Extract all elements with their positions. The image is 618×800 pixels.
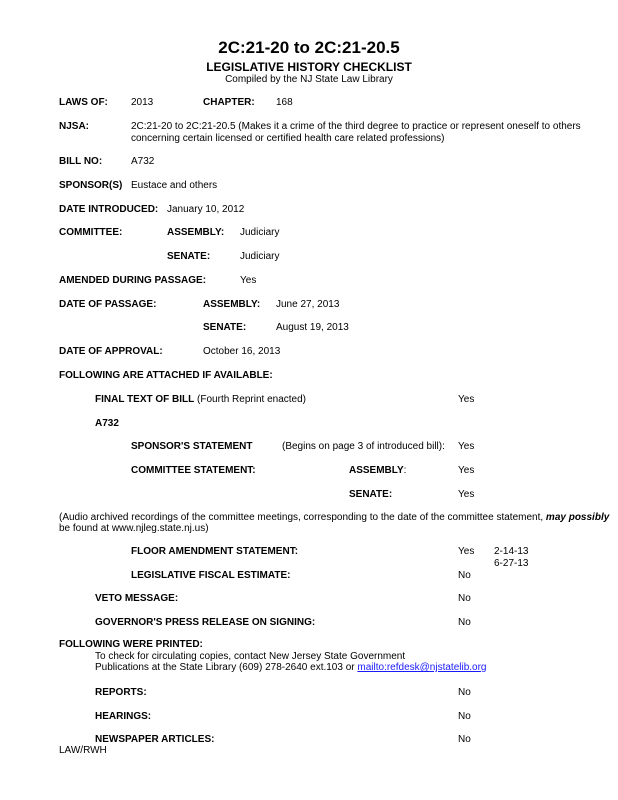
chapter-label: CHAPTER: <box>203 97 255 108</box>
compiled-by: Compiled by the NJ State Law Library <box>225 74 393 85</box>
newspaper-articles-value: No <box>458 734 471 745</box>
date-introduced-value: January 10, 2012 <box>167 204 245 215</box>
printed-note-line-1: To check for circulating copies, contact New Jersey State Government <box>95 651 406 662</box>
refdesk-email-link[interactable]: mailto:refdesk@njstatelib.org <box>357 662 487 673</box>
committee-statement-label: COMMITTEE STATEMENT: <box>131 465 256 476</box>
footer-initials: LAW/RWH <box>59 745 107 756</box>
committee-senate-value: Judiciary <box>240 251 280 262</box>
amended-label: AMENDED DURING PASSAGE: <box>59 275 207 286</box>
reports-value: No <box>458 687 471 698</box>
audio-note-emphasis: may possibly <box>545 512 610 523</box>
sponsor-statement-label: SPONSOR'S STATEMENT <box>131 441 253 452</box>
press-release-value: No <box>458 617 471 628</box>
hearings-label: HEARINGS: <box>95 711 152 722</box>
chapter-value: 168 <box>276 97 293 108</box>
date-introduced-label: DATE INTRODUCED: <box>59 204 159 215</box>
final-text-value: Yes <box>458 394 475 405</box>
sponsor-label: SPONSOR(S) <box>59 180 123 191</box>
bill-no-label: BILL NO: <box>59 156 103 167</box>
printed-note-text: Publications at the State Library (609) 278-2640 ext.103 or <box>95 662 358 673</box>
committee-statement-senate-label: SENATE: <box>349 489 393 500</box>
committee-label: COMMITTEE: <box>59 227 123 238</box>
floor-amendment-label: FLOOR AMENDMENT STATEMENT: <box>131 546 299 557</box>
fiscal-estimate-value: No <box>458 570 471 581</box>
njsa-line-2: concerning certain licensed or certified health care related professions) <box>131 133 445 144</box>
committee-statement-assembly-value: Yes <box>458 465 475 476</box>
floor-amendment-date-1: 2-14-13 <box>494 546 529 557</box>
document-title: 2C:21-20 to 2C:21-20.5 <box>218 38 400 57</box>
sponsor-statement-value: Yes <box>458 441 475 452</box>
bill-reference: A732 <box>95 418 119 429</box>
date-of-approval-label: DATE OF APPROVAL: <box>59 346 163 357</box>
committee-assembly-label: ASSEMBLY: <box>167 227 225 238</box>
printed-heading: FOLLOWING WERE PRINTED: <box>59 639 203 650</box>
fiscal-estimate-label: LEGISLATIVE FISCAL ESTIMATE: <box>131 570 291 581</box>
committee-statement-assembly-label: ASSEMBLY <box>349 465 404 476</box>
passage-assembly-label: ASSEMBLY: <box>203 299 261 310</box>
final-text-row <box>95 394 306 406</box>
press-release-label: GOVERNOR'S PRESS RELEASE ON SIGNING: <box>95 617 316 628</box>
passage-senate-label: SENATE: <box>203 322 247 333</box>
sponsor-value: Eustace and others <box>131 180 218 191</box>
passage-assembly-value: June 27, 2013 <box>276 299 340 310</box>
audio-note-line-2: be found at www.njleg.state.nj.us) <box>59 523 209 534</box>
document-subtitle: LEGISLATIVE HISTORY CHECKLIST <box>206 60 412 74</box>
sponsor-statement-note: (Begins on page 3 of introduced bill): <box>282 441 445 452</box>
audio-note-text: (Audio archived recordings of the committee meetings, corresponding to the date of the committee statement, <box>59 512 546 523</box>
veto-message-value: No <box>458 593 471 604</box>
amended-value: Yes <box>240 275 257 286</box>
committee-statement-senate-value: Yes <box>458 489 475 500</box>
final-text-label: FINAL TEXT OF BILL <box>95 394 195 405</box>
reports-label: REPORTS: <box>95 687 147 698</box>
bill-no-value: A732 <box>131 156 155 167</box>
attached-heading: FOLLOWING ARE ATTACHED IF AVAILABLE: <box>59 370 273 381</box>
date-of-passage-label: DATE OF PASSAGE: <box>59 299 157 310</box>
committee-statement-assembly-colon: : <box>403 465 407 476</box>
njsa-line-1: 2C:21-20 to 2C:21-20.5 (Makes it a crime of the third degree to practice or represent oneself to others <box>131 121 581 132</box>
date-of-approval-value: October 16, 2013 <box>203 346 281 357</box>
passage-senate-value: August 19, 2013 <box>276 322 349 333</box>
printed-note-line-2 <box>95 662 487 674</box>
laws-of-label: LAWS OF: <box>59 97 108 108</box>
committee-senate-label: SENATE: <box>167 251 211 262</box>
newspaper-articles-label: NEWSPAPER ARTICLES: <box>95 734 215 745</box>
floor-amendment-value: Yes <box>458 546 475 557</box>
committee-assembly-value: Judiciary <box>240 227 280 238</box>
njsa-label: NJSA: <box>59 121 90 132</box>
laws-of-value: 2013 <box>131 97 154 108</box>
final-text-note: (Fourth Reprint enacted) <box>197 394 306 405</box>
floor-amendment-date-2: 6-27-13 <box>494 558 529 569</box>
veto-message-label: VETO MESSAGE: <box>95 593 179 604</box>
committee-statement-assembly <box>349 465 406 477</box>
hearings-value: No <box>458 711 471 722</box>
